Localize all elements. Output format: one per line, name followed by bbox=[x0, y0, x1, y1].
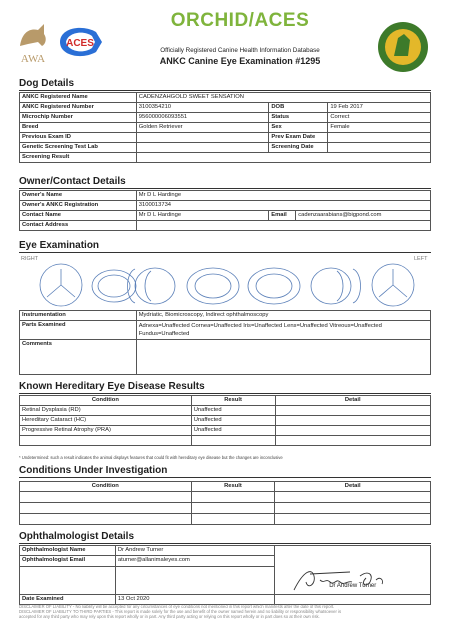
hereditary-table bbox=[19, 395, 431, 446]
table-row bbox=[20, 406, 431, 416]
empty-cell bbox=[191, 492, 275, 503]
owner-email: cadenzaarabians@bigpond.com bbox=[296, 211, 431, 221]
empty-cell bbox=[275, 503, 431, 514]
dog-label: ANKC Registered Name bbox=[20, 93, 137, 103]
table-row bbox=[20, 492, 431, 503]
empty-cell bbox=[20, 436, 192, 446]
empty-cell bbox=[275, 595, 431, 605]
empty-cell bbox=[275, 436, 431, 446]
detail-cell bbox=[275, 426, 431, 436]
table-row bbox=[20, 133, 431, 143]
table-row bbox=[20, 340, 431, 375]
table-row bbox=[20, 211, 431, 221]
table-row bbox=[20, 503, 431, 514]
table-header-row bbox=[20, 482, 431, 492]
empty-cell bbox=[20, 514, 192, 525]
dog-label: DOB bbox=[269, 103, 328, 113]
dog-label: Microchip Number bbox=[20, 113, 137, 123]
condition-cell: Retinal Dysplasia (RD) bbox=[20, 406, 192, 416]
column-header: Detail bbox=[275, 482, 431, 492]
detail-cell bbox=[275, 416, 431, 426]
owner-value: Mr D L Hardinge bbox=[136, 211, 269, 221]
empty-cell bbox=[20, 566, 116, 594]
eye-value bbox=[136, 340, 430, 375]
owner-value: Mr D L Hardinge bbox=[136, 191, 430, 201]
dog-label: Genetic Screening Test Lab bbox=[20, 143, 137, 153]
undetermined-note: * Undetermined: such a result indicates the animal displays features that could fit with hereditary eye disease but the changes are inconclusive bbox=[19, 455, 283, 460]
right-eye-label: RIGHT bbox=[21, 256, 39, 262]
table-row bbox=[20, 113, 431, 123]
empty-cell bbox=[191, 436, 275, 446]
table-row bbox=[20, 514, 431, 525]
owner-value bbox=[136, 221, 430, 231]
eye-label: Comments bbox=[20, 340, 137, 375]
empty-cell bbox=[20, 492, 192, 503]
owner-label: Owner's ANKC Registration bbox=[20, 201, 137, 211]
table-row bbox=[20, 426, 431, 436]
dog-value bbox=[136, 143, 269, 153]
table-row bbox=[20, 416, 431, 426]
dog-label: Prev Exam Date bbox=[269, 133, 328, 143]
dog-label: Breed bbox=[20, 123, 137, 133]
eye-parts-line: Adnexa=Unaffected Cornea=Unaffected Iris=Unaffected Lens=Unaffected Vitreous=Unaffected bbox=[138, 322, 382, 329]
ophth-label: Ophthalmologist Name bbox=[20, 546, 116, 556]
report-header bbox=[0, 0, 449, 76]
dog-label: Screening Date bbox=[269, 143, 328, 153]
investigation-table bbox=[19, 481, 431, 525]
eye-label: Instrumentation bbox=[20, 311, 137, 321]
eye-parts-line: Fundus=Unaffected bbox=[138, 331, 190, 337]
owner-label: Owner's Name bbox=[20, 191, 137, 201]
signature-image bbox=[290, 566, 390, 594]
ophth-label: Date Examined bbox=[20, 595, 116, 605]
owner-label: Email bbox=[269, 211, 296, 221]
table-row bbox=[20, 123, 431, 133]
column-header: Detail bbox=[275, 396, 431, 406]
owner-details-heading: Owner/Contact Details bbox=[19, 176, 431, 189]
eye-exam-table bbox=[19, 310, 431, 375]
table-row bbox=[20, 546, 431, 556]
table-row bbox=[20, 191, 431, 201]
eye-diagrams bbox=[19, 259, 431, 309]
dog-details-heading: Dog Details bbox=[19, 78, 431, 91]
table-row bbox=[20, 436, 431, 446]
disclaimer-line: accepted for any third party who may rely upon this report wholly or in part. Any third party acting or relying on this report wholly or in part does so at their own risk. bbox=[19, 614, 320, 620]
dog-value bbox=[328, 133, 431, 143]
dog-value bbox=[136, 133, 269, 143]
owner-label: Contact Address bbox=[20, 221, 137, 231]
table-row bbox=[20, 93, 431, 103]
column-header: Result bbox=[191, 396, 275, 406]
ophth-value: 13 Oct 2020 bbox=[115, 595, 275, 605]
aces-logo-text: ACES bbox=[66, 38, 94, 49]
ophth-label: Ophthalmologist Email bbox=[20, 556, 116, 566]
awa-logo bbox=[14, 20, 52, 66]
dog-details-table bbox=[19, 92, 431, 163]
dog-label: Status bbox=[269, 113, 328, 123]
table-row bbox=[20, 321, 431, 340]
empty-cell bbox=[20, 503, 192, 514]
hereditary-heading: Known Hereditary Eye Disease Results bbox=[19, 381, 431, 394]
left-eye-section-icon bbox=[248, 268, 300, 304]
column-header: Condition bbox=[20, 482, 192, 492]
dog-label: Previous Exam ID bbox=[20, 133, 137, 143]
table-row bbox=[20, 201, 431, 211]
table-header-row bbox=[20, 396, 431, 406]
empty-cell bbox=[275, 492, 431, 503]
condition-cell: Hereditary Cataract (HC) bbox=[20, 416, 192, 426]
right-eye-front-icon bbox=[40, 264, 82, 306]
dog-label: Screening Result bbox=[20, 153, 137, 163]
dog-value: Golden Retriever bbox=[136, 123, 269, 133]
column-header: Result bbox=[191, 482, 275, 492]
dog-value bbox=[328, 143, 431, 153]
eye-parts-cell bbox=[136, 321, 430, 340]
disclaimer-line: DISCLAIMER OF LIABILITY TO THIRD PARTIES - This report is made solely for the use and benefit of the owner named herein and no liability or responsibility whatsoever is bbox=[19, 609, 342, 615]
dog-value: Female bbox=[328, 123, 431, 133]
dog-value: 956000006093551 bbox=[136, 113, 269, 123]
owner-details-table bbox=[19, 190, 431, 231]
empty-cell bbox=[191, 503, 275, 514]
empty-cell bbox=[115, 566, 275, 594]
result-cell: Unaffected bbox=[191, 426, 275, 436]
disclaimer-line: DISCLAIMER OF LIABILITY - No liability will be accepted for any circumstances of eye conditions not mentioned in this report which manifests after the date of this report. bbox=[19, 604, 335, 609]
disclaimer bbox=[19, 604, 439, 620]
dog-value: Correct bbox=[328, 113, 431, 123]
left-eye-label: LEFT bbox=[414, 256, 428, 262]
eye-value: Mydriatic, Biomicroscopy, Indirect ophthalmoscopy bbox=[136, 311, 430, 321]
table-row bbox=[20, 143, 431, 153]
table-row bbox=[20, 221, 431, 231]
investigation-heading: Conditions Under Investigation bbox=[19, 465, 431, 478]
dog-value: 19 Feb 2017 bbox=[328, 103, 431, 113]
empty-cell bbox=[275, 514, 431, 525]
condition-cell: Progressive Retinal Atrophy (PRA) bbox=[20, 426, 192, 436]
ophth-email: aturner@allanimaleyes.com bbox=[115, 556, 275, 566]
column-header: Condition bbox=[20, 396, 192, 406]
dog-value bbox=[136, 153, 430, 163]
left-eye-front-icon bbox=[372, 264, 414, 306]
aces-logo bbox=[52, 22, 106, 62]
report-title: ANKC Canine Eye Examination #1295 bbox=[159, 56, 321, 66]
empty-cell bbox=[191, 514, 275, 525]
table-row bbox=[20, 153, 431, 163]
dog-value: CADENZAHGOLD SWEET SENSATION bbox=[136, 93, 430, 103]
table-row bbox=[20, 103, 431, 113]
owner-value: 3100013734 bbox=[136, 201, 430, 211]
owner-label: Contact Name bbox=[20, 211, 137, 221]
right-eye-side-icon bbox=[128, 268, 176, 304]
seal-logo bbox=[376, 20, 430, 74]
table-row bbox=[20, 311, 431, 321]
brand-title: ORCHID/ACES bbox=[170, 10, 310, 31]
eye-label: Parts Examined bbox=[20, 321, 137, 340]
table-row bbox=[20, 595, 431, 605]
awa-logo-text: AWA bbox=[20, 53, 46, 65]
result-cell: Unaffected bbox=[191, 416, 275, 426]
dog-value: 3100354210 bbox=[136, 103, 269, 113]
left-eye-side-icon bbox=[311, 268, 361, 304]
signature-name: Dr Andrew Turner bbox=[329, 583, 377, 589]
result-cell: Unaffected bbox=[191, 406, 275, 416]
dog-label: ANKC Registered Number bbox=[20, 103, 137, 113]
detail-cell bbox=[275, 406, 431, 416]
ophth-value: Dr Andrew Turner bbox=[115, 546, 275, 556]
eye-exam-heading: Eye Examination bbox=[19, 240, 431, 253]
dog-label: Sex bbox=[269, 123, 328, 133]
ophthalmologist-heading: Ophthalmologist Details bbox=[19, 531, 431, 544]
right-eye-section-icon bbox=[187, 268, 239, 304]
database-subtitle: Officially Registered Canine Health Information Database bbox=[160, 47, 320, 54]
